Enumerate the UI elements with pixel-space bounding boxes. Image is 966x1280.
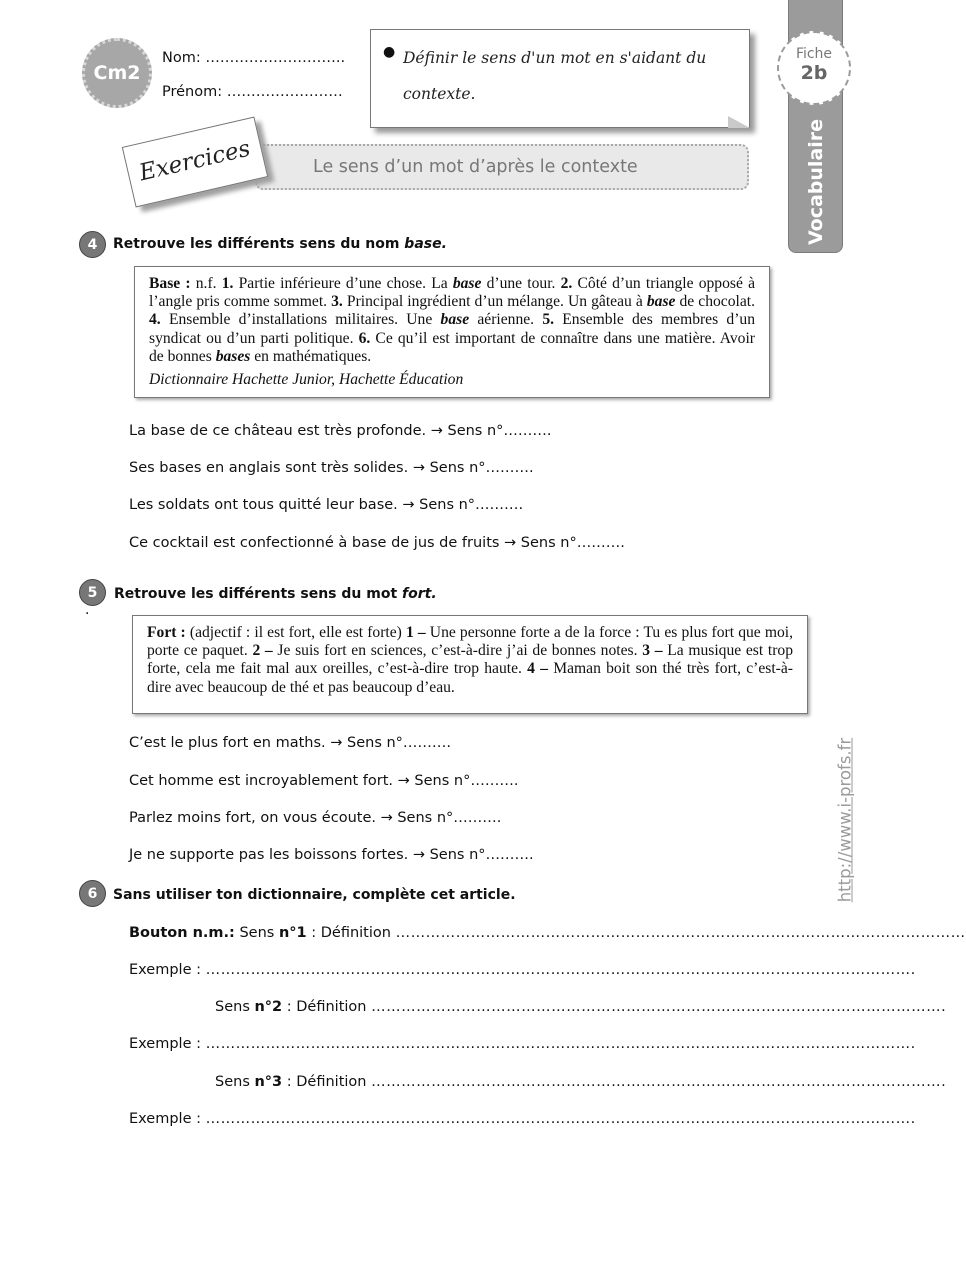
exercise-5-title: Retrouve les différents sens du mot fort. (114, 586, 437, 602)
page-title-banner (255, 144, 749, 190)
sentence-item[interactable]: Cet homme est incroyablement fort. → Sens n°………. (129, 773, 519, 789)
sentence-item[interactable]: C’est le plus fort en maths. → Sens n°………. (129, 735, 452, 751)
level-text: Cm2 (93, 62, 141, 84)
nom-field[interactable]: Nom: ……………………….. (162, 50, 346, 66)
dictionary-entry-base: Base : n.f. 1. Partie inférieure d’une chose. La base d’une tour. 2. Côté d’un triangle opposé à l’angle pris comme sommet. 3. Principal ingrédient d’un mélange. Un gâteau à base de chocolat. 4. Ensemble d’installations militaires. Une base aérienne. 5. Ensemble des membres d’un syndicat ou d’un parti politique. 6. Ce qu’il est important de connaître dans une matière. Avoir de bonnes bases en mathématiques. Dictionnaire Hachette Junior, Hachette Éducation (134, 266, 770, 398)
objective-text: Définir le sens d'un mot en s'aidant du contexte. (403, 49, 707, 103)
exercices-label: Exercices (136, 135, 253, 187)
sentence-item[interactable]: Ce cocktail est confectionné à base de jus de fruits → Sens n°………. (129, 535, 625, 551)
definition-line-3[interactable]: Sens n°3 : Définition ……………………………………………………………………………………………………. (215, 1074, 947, 1090)
stray-mark: · (85, 606, 90, 622)
bullet-icon: ● (383, 44, 396, 60)
objective-card (370, 29, 750, 128)
page-title: Le sens d’un mot d’après le contexte (313, 157, 638, 177)
sentence-item[interactable]: Parlez moins fort, on vous écoute. → Sens n°………. (129, 810, 502, 826)
exercise-number-badge: 4 (79, 231, 106, 258)
definition-line-1[interactable]: Bouton n.m.: Sens n°1 : Définition …………………………………………………………………………………………………… (129, 925, 966, 941)
sentence-item[interactable]: Ses bases en anglais sont très solides. → Sens n°………. (129, 460, 534, 476)
dictionary-entry-fort: Fort : (adjectif : il est fort, elle est forte) 1 – Une personne forte a de la force : Tu es plus fort que moi, porte ce paquet. 2 – Je suis fort en sciences, c’est-à-dire j’ai de bonnes notes. 3 – La musique est trop forte, cela me fait mal aux oreilles, c’est-à-dire trop haute. 4 – Maman boit son thé très fort, c’est-à-dire avec beaucoup de thé et pas beaucoup d’eau. (132, 615, 808, 714)
prenom-field[interactable]: Prénom: …………………… (162, 84, 343, 100)
exercise-number-badge: 5 (79, 579, 106, 606)
sentence-item[interactable]: Les soldats ont tous quitté leur base. → Sens n°………. (129, 497, 524, 513)
fiche-number: 2b (800, 62, 828, 84)
exercise-4-title: Retrouve les différents sens du nom base. (113, 236, 447, 252)
example-line-2[interactable]: Exemple : ……………………………………………………………………………………………………………………………. (129, 1036, 916, 1052)
subject-label: Vocabulaire (804, 118, 827, 245)
site-link[interactable]: http://www.i-profs.fr (835, 737, 855, 903)
example-line-1[interactable]: Exemple : ……………………………………………………………………………………………………………………………. (129, 962, 916, 978)
sentence-item[interactable]: Je ne supporte pas les boissons fortes. → Sens n°………. (129, 847, 534, 863)
definition-line-2[interactable]: Sens n°2 : Définition ……………………………………………………………………………………………………. (215, 999, 947, 1015)
exercices-card (122, 116, 268, 207)
page-fold-icon (728, 116, 750, 128)
exercise-number-badge: 6 (79, 880, 106, 907)
example-line-3[interactable]: Exemple : ……………………………………………………………………………………………………………………………. (129, 1111, 916, 1127)
exercise-6-title: Sans utiliser ton dictionnaire, complète cet article. (113, 887, 516, 903)
dictionary-source: Dictionnaire Hachette Junior, Hachette Éducation (149, 371, 464, 389)
fiche-badge (777, 31, 851, 105)
fiche-label: Fiche (795, 46, 833, 62)
sentence-item[interactable]: La base de ce château est très profonde. → Sens n°………. (129, 423, 552, 439)
level-badge (82, 38, 152, 108)
